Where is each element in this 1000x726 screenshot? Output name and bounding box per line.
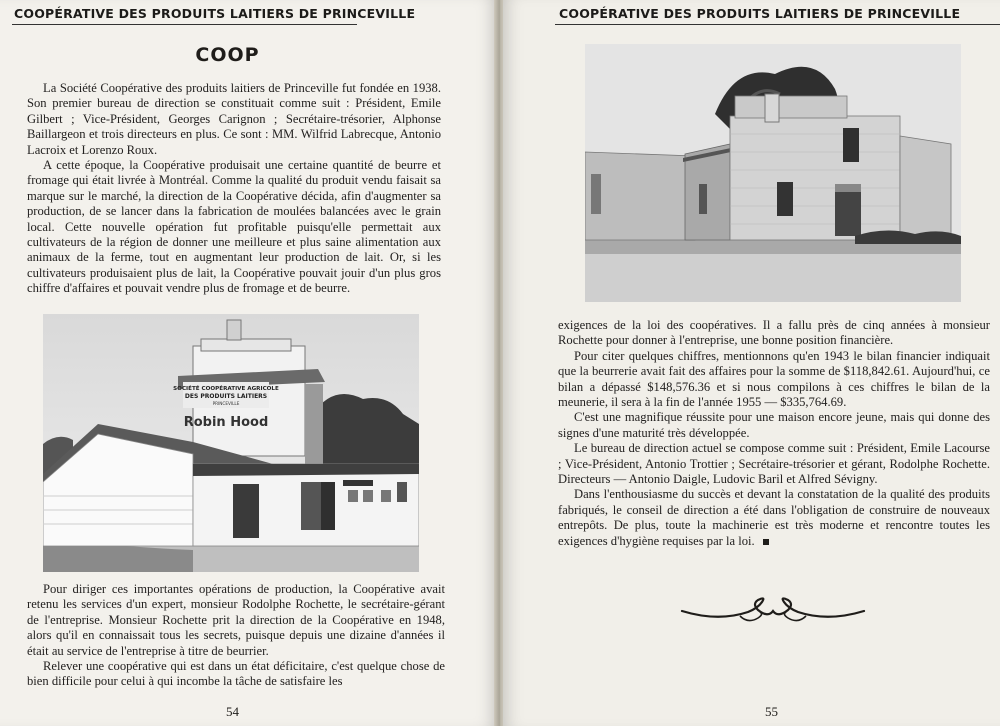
scroll-ornament-icon [678,596,868,626]
paragraph: Relever une coopérative qui est dans un état déficitaire, c'est quelque chose de bien difficile pour celui à qui incombe la tâche de satisfaire les [27,659,445,689]
running-head-left: COOPÉRATIVE DES PRODUITS LAITIERS DE PRINCEVILLE [14,6,416,21]
page-number-right: 55 [765,704,778,719]
paragraph: Dans l'enthousiasme du succès et devant la constatation de la qualité des produits fabriqués, le conseil de direction a été dans l'obligation de construire de nouveaux entrepôts. De plus, toute la machinerie est très moderne et rencontre toutes les exigences d'hygiène requises par la loi. [558,487,990,548]
header-rule-right [555,24,1000,25]
page-number-left: 54 [226,704,239,719]
coop-building-photo [43,314,419,572]
paragraph: A cette époque, la Coopérative produisait une certaine quantité de beurre et fromage qui était livrée à Montréal. Comme la qualité du produit vendu faisait sa marque sur le marché, la direction de la Coopérative décida, afin d'augmenter sa production, de se lancer dans la fabrication de moulées balancées avec le grain local. Cette nouvelle opération fut profitable puisqu'elle permettait aux cultivateurs de la région de donner une meilleure et plus saine alimentation aux animaux de la ferme, tout en augmentant leur production de lait. Or, si les cultivateurs produisaient plus de lait, la Coopérative pouvait jouir d'un plus gros chiffre d'affaires et pouvait vendre plus de fromage et de beurre. [27,158,441,296]
paragraph: exigences de la loi des coopératives. Il a fallu près de cinq années à monsieur Rochette pour donner à l'entreprise, une bonne position financière. [558,318,990,348]
left-page [0,0,497,726]
article-title: COOP [195,44,260,66]
header-rule-left [12,24,357,25]
running-head-right: COOPÉRATIVE DES PRODUITS LAITIERS DE PRINCEVILLE [559,6,961,21]
right-text [558,318,990,549]
left-text-top [27,81,441,297]
coop-building-photo-image [43,314,419,572]
photo-sign-line3: PRINCEVILLE [212,401,240,406]
photo-brand-sign: Robin Hood [183,415,269,430]
end-of-article-icon [763,539,769,545]
photo-sign-line1: SOCIÉTÉ COOPÉRATIVE AGRICOLE [173,386,279,392]
mill-building-photo [585,44,961,302]
left-text-bottom [27,582,445,690]
paragraph: Pour citer quelques chiffres, mentionnons qu'en 1943 le bilan financier indiquait que la beurrerie avait fait des affaires pour la somme de $118,842.61. Aujourd'hui, ce bilan a dépassé $148,576.36 et si nous compilons à ces chiffres le bilan de la meunerie, il sera à la fin de l'année 1955 — $335,764.69. [558,348,990,410]
photo-sign-line2: DES PRODUITS LAITIERS [184,393,268,400]
paragraph: Le bureau de direction actuel se compose comme suit : Président, Emile Lacourse ; Vice-Président, Antonio Trottier ; Secrétaire-trésorier et gérant, Rodolphe Rochette. Directeurs — Antonio Daigle, Ludovic Baril et Alfred Sévigny. [558,441,990,487]
paragraph: La Société Coopérative des produits laitiers de Princeville fut fondée en 1938. Son premier bureau de direction se constituait comme suit : Président, Emile Gilbert ; Vice-Président, Georges Carignon ; Secrétaire-trésorier, Alphonse Baillargeon et trois directeurs en plus. Ce sont : MM. Wilfrid Labrecque, Antonio Lacroix et Lorenzo Roux. [27,81,441,157]
paragraph: Pour diriger ces importantes opérations de production, la Coopérative avait retenu les services d'un expert, monsieur Rodolphe Rochette, le secrétaire-gérant de l'entreprise. Monsieur Rochette prit la direction de la Coopérative en 1948, alors qu'il en connaissait tous les secrets, puisque depuis une dizaine d'années il était au service de l'entreprise à titre de beurrier. [27,582,445,658]
paragraph-last [558,487,990,549]
mill-building-photo-image [585,44,961,302]
right-page [503,0,1000,726]
paragraph: C'est une magnifique réussite pour une maison encore jeune, mais qui donne des signes d'une maturité très développée. [558,410,990,440]
